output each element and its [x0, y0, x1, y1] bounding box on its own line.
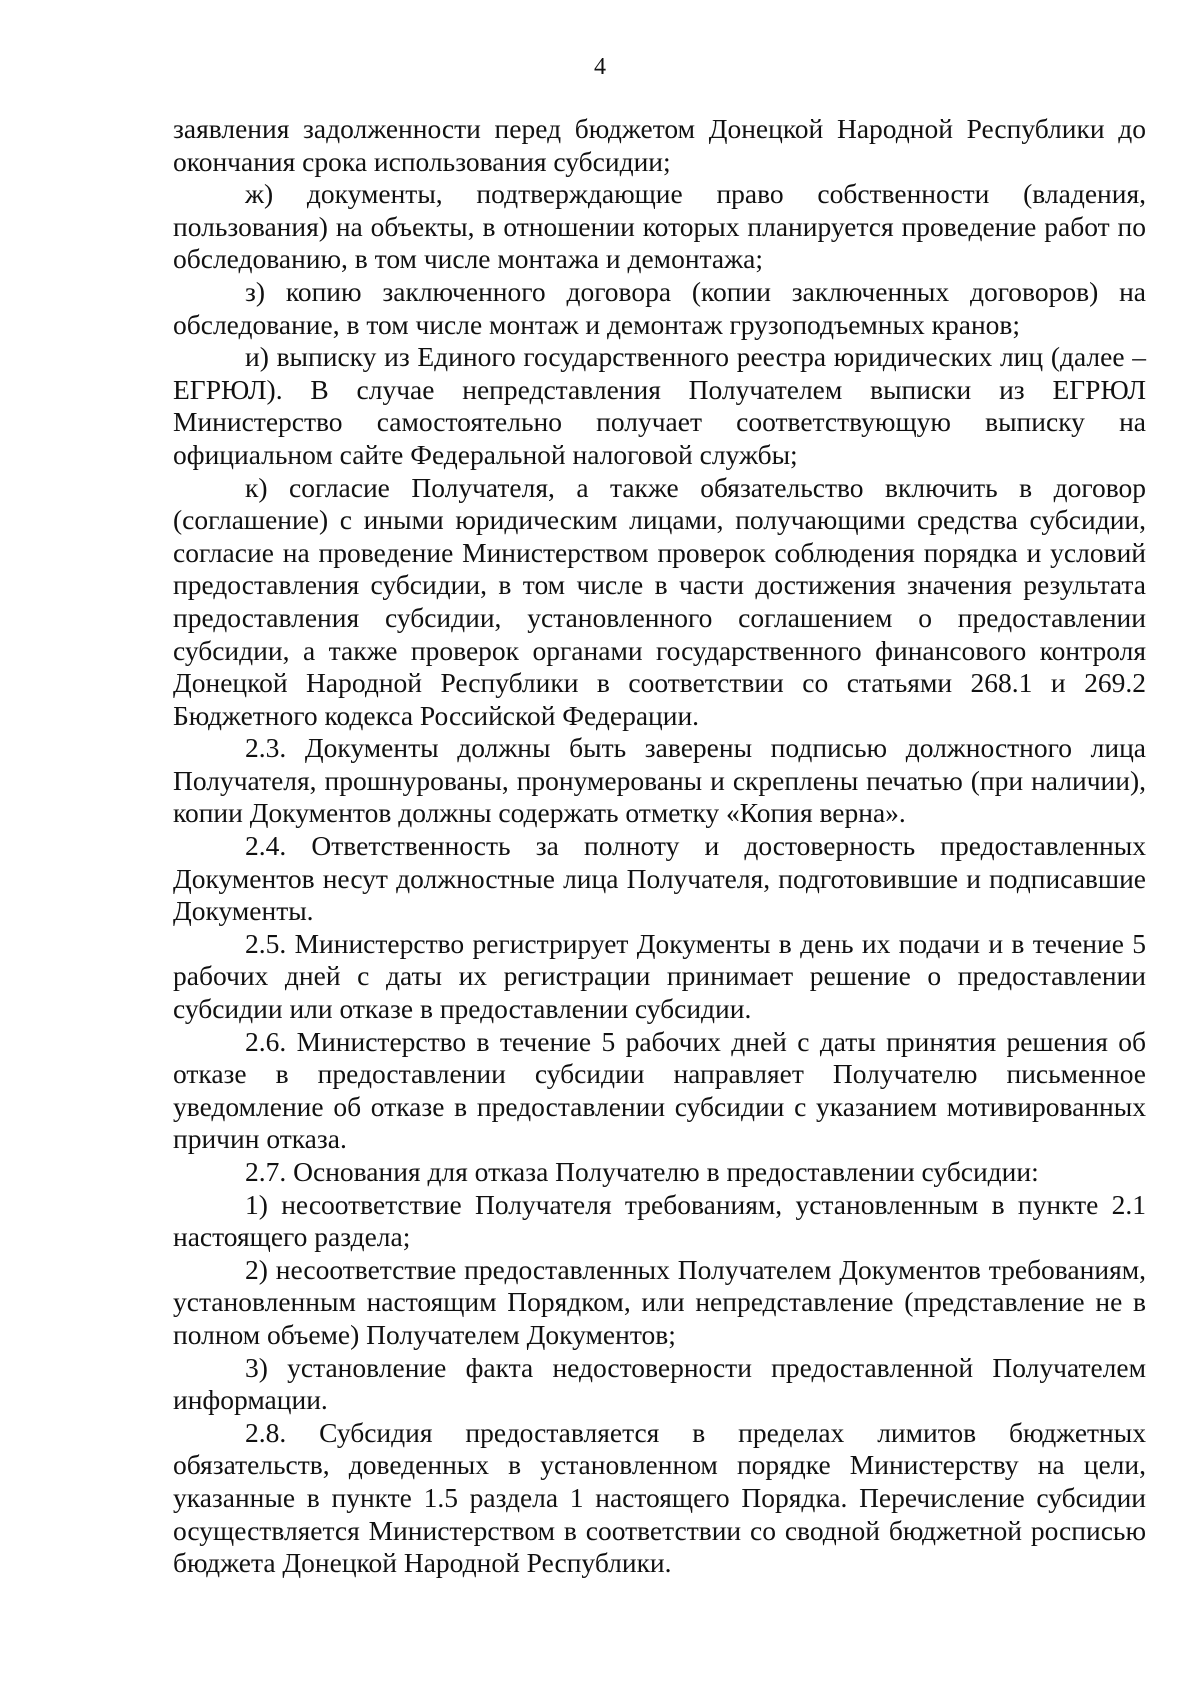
- page-number: 4: [594, 54, 606, 80]
- paragraph-item-i: и) выписку из Единого государственного реестра юридических лиц (далее – ЕГРЮЛ). В случае непредставления Получателем выписки из ЕГРЮЛ Министерство самостоятельно получает соответствующую выписку на официальном сайте Федеральной налоговой службы;: [173, 341, 1146, 470]
- paragraph-2-8: 2.8. Субсидия предоставляется в пределах лимитов бюджетных обязательств, доведенных в установленном порядке Министерству на цели, указанные в пункте 1.5 раздела 1 настоящего Порядка. Перечисление субсидии осуществляется Министерством в соответствии со сводной бюджетной росписью бюджета Донецкой Народной Республики.: [173, 1416, 1146, 1579]
- paragraph-continuation: заявления задолженности перед бюджетом Донецкой Народной Республики до окончания срока использования субсидии;: [173, 113, 1146, 177]
- paragraph-item-z: з) копию заключенного договора (копии заключенных договоров) на обследование, в том числе монтаж и демонтаж грузоподъемных кранов;: [173, 275, 1146, 340]
- document-body: [173, 113, 1146, 1580]
- paragraph-item-zh: ж) документы, подтверждающие право собственности (владения, пользования) на объекты, в отношении которых планируется проведение работ по обследованию, в том числе монтажа и демонтажа;: [173, 178, 1146, 275]
- paragraph-2-7-item-3: 3) установление факта недостоверности предоставленной Получателем информации.: [173, 1351, 1146, 1416]
- paragraph-2-6: 2.6. Министерство в течение 5 рабочих дней с даты принятия решения об отказе в предоставлении субсидии направляет Получателю письменное уведомление об отказе в предоставлении субсидии с указанием мотивированных причин отказа.: [173, 1025, 1146, 1155]
- paragraph-2-7: 2.7. Основания для отказа Получателю в предоставлении субсидии:: [245, 1156, 1039, 1187]
- paragraph-2-3: 2.3. Документы должны быть заверены подписью должностного лица Получателя, прошнурованы, пронумерованы и скреплены печатью (при наличии), копии Документов должны содержать отметку «Копия верна».: [173, 732, 1146, 829]
- paragraph-item-k: к) согласие Получателя, а также обязательство включить в договор (соглашение) с иными юридическим лицами, получающими средства субсидии, согласие на проведение Министерством проверок соблюдения порядка и условий предоставления субсидии, в том числе в части достижения значения результата предоставления субсидии, установленного соглашением о предоставлении субсидии, а также проверок органами государственного финансового контроля Донецкой Народной Республики в соответствии со статьями 268.1 и 269.2 Бюджетного кодекса Российской Федерации.: [173, 471, 1146, 731]
- paragraph-2-5: 2.5. Министерство регистрирует Документы в день их подачи и в течение 5 рабочих дней с даты их регистрации принимает решение о предоставлении субсидии или отказе в предоставлении субсидии.: [173, 927, 1146, 1025]
- paragraph-2-7-item-2: 2) несоответствие предоставленных Получателем Документов требованиям, установленным настоящим Порядком, или непредставление (представление не в полном объеме) Получателем Документов;: [173, 1253, 1146, 1350]
- paragraph-2-7-item-1: 1) несоответствие Получателя требованиям, установленным в пункте 2.1 настоящего раздела;: [173, 1188, 1146, 1253]
- paragraph-2-4: 2.4. Ответственность за полноту и достоверность предоставленных Документов несут должностные лица Получателя, подготовившие и подписавшие Документы.: [173, 830, 1146, 927]
